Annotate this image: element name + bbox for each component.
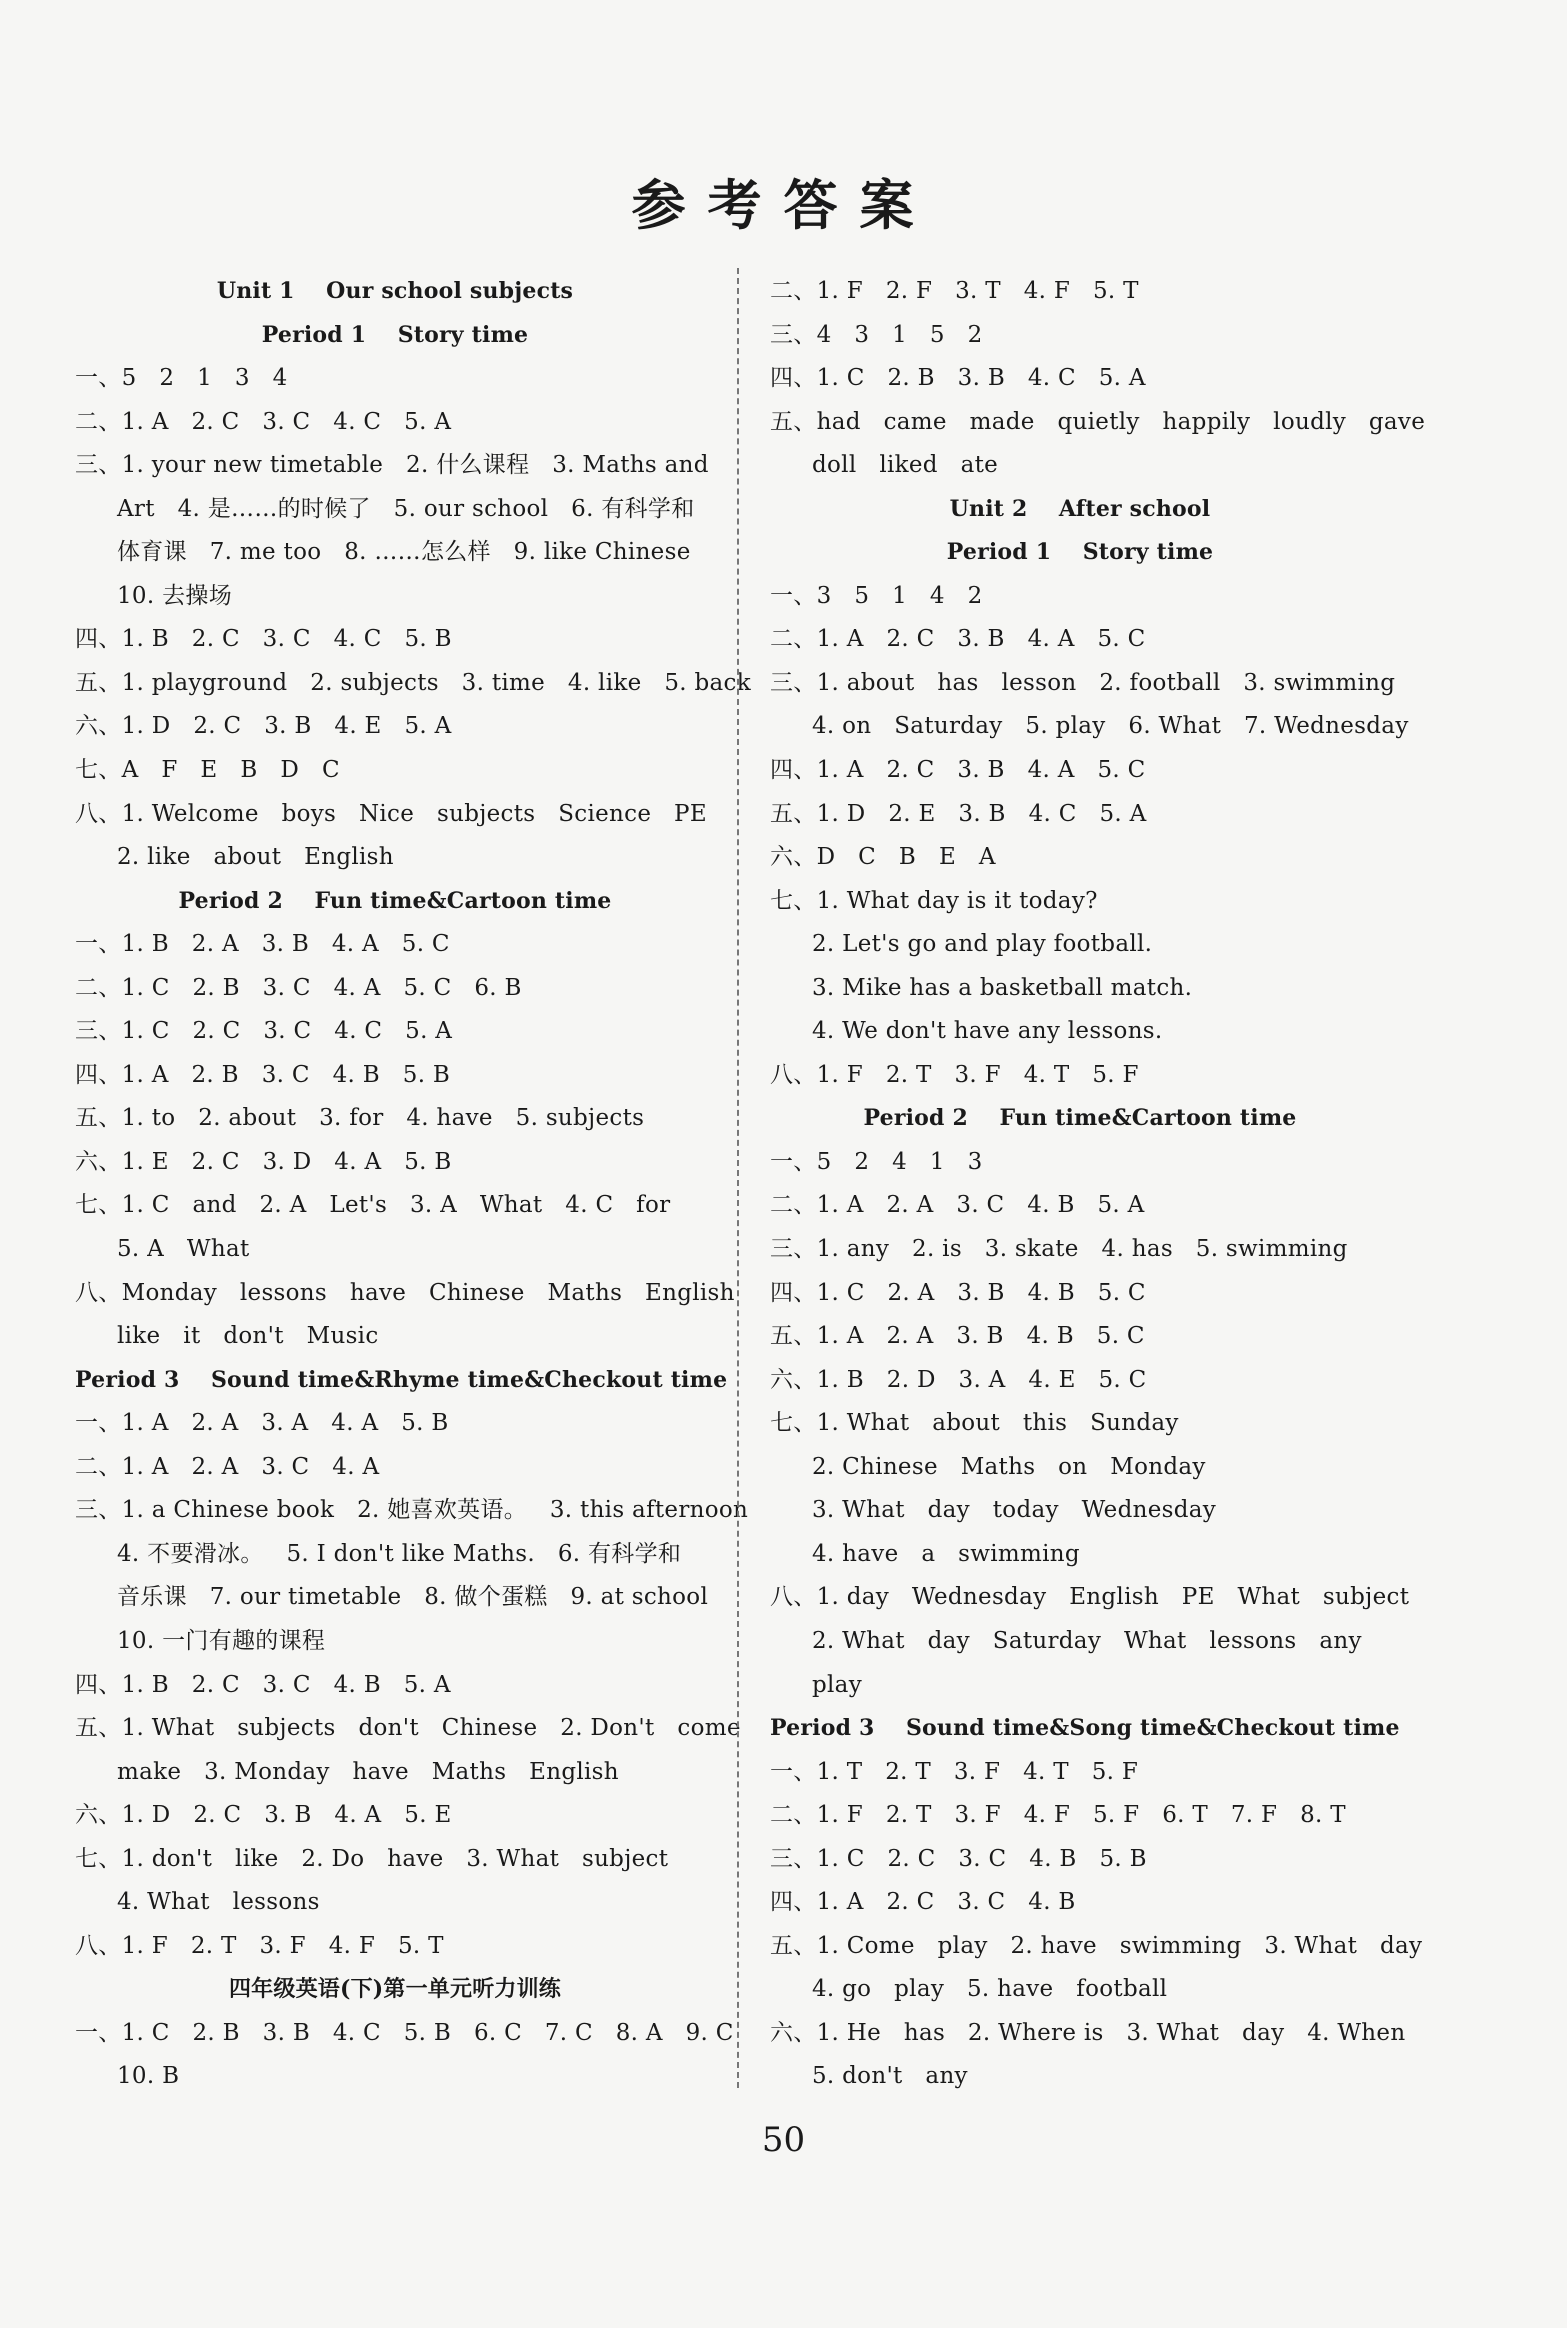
answer-column-left	[75, 270, 751, 2099]
answer-line: 3. Mike has a basketball match.	[812, 974, 1193, 1001]
section-heading: Period 1 Story time	[946, 539, 1214, 566]
answer-line: 一、3 5 1 4 2	[770, 582, 983, 609]
answer-line: 二、1. F 2. T 3. F 4. F 5. F 6. T 7. F 8. T	[770, 1802, 1346, 1829]
answer-line: 五、had came made quietly happily loudly gave	[770, 408, 1426, 435]
answer-line: 三、1. a Chinese book 2. 她喜欢英语。 3. this afternoon	[75, 1497, 749, 1524]
page-title: 参考答案	[631, 173, 936, 237]
answer-line: 一、1. T 2. T 3. F 4. T 5. F	[770, 1758, 1139, 1785]
answer-line: 八、1. F 2. T 3. F 4. T 5. F	[770, 1061, 1139, 1088]
answer-line: 二、1. A 2. A 3. C 4. A	[75, 1453, 380, 1480]
answer-line: 六、1. E 2. C 3. D 4. A 5. B	[75, 1148, 452, 1175]
answer-line: 七、1. What day is it today?	[770, 887, 1098, 914]
answer-line: 体育课 7. me too 8. ……怎么样 9. like Chinese	[117, 539, 691, 566]
answer-line: 四、1. C 2. B 3. B 4. C 5. A	[770, 365, 1146, 392]
answer-line: like it don't Music	[117, 1323, 379, 1350]
answer-line: 音乐课 7. our timetable 8. 做个蛋糕 9. at school	[117, 1584, 709, 1611]
answer-line: 八、1. F 2. T 3. F 4. F 5. T	[75, 1932, 444, 1959]
answer-line: 4. We don't have any lessons.	[812, 1018, 1163, 1045]
section-heading: Period 1 Story time	[261, 321, 529, 348]
section-heading: 四年级英语(下)第一单元听力训练	[228, 1976, 562, 2003]
answer-line: 一、1. A 2. A 3. A 4. A 5. B	[75, 1410, 449, 1437]
answer-line: 四、1. C 2. A 3. B 4. B 5. C	[770, 1279, 1146, 1306]
page-number: 50	[761, 2120, 806, 2160]
answer-column-right	[770, 270, 1426, 2099]
answer-line: 4. go play 5. have football	[812, 1976, 1168, 2003]
section-heading: Period 2 Fun time&Cartoon time	[178, 887, 612, 914]
answer-line: 七、1. C and 2. A Let's 3. A What 4. C for	[75, 1192, 671, 1219]
answer-line: 五、1. to 2. about 3. for 4. have 5. subjects	[75, 1105, 645, 1132]
answer-line: 三、4 3 1 5 2	[770, 321, 983, 348]
answer-line: 七、1. What about this Sunday	[770, 1410, 1179, 1437]
answer-line: 10. 一门有趣的课程	[117, 1627, 326, 1654]
answer-line: 10. 去操场	[117, 582, 232, 609]
answer-line: 八、1. day Wednesday English PE What subject	[770, 1584, 1410, 1611]
answer-line: 二、1. C 2. B 3. C 4. A 5. C 6. B	[75, 974, 522, 1001]
answer-line: 六、1. D 2. C 3. B 4. A 5. E	[75, 1802, 452, 1829]
answer-line: 一、5 2 1 3 4	[75, 365, 288, 392]
answer-line: 八、Monday lessons have Chinese Maths English	[75, 1279, 735, 1306]
section-heading: Period 2 Fun time&Cartoon time	[863, 1105, 1297, 1132]
answer-line: doll liked ate	[812, 452, 999, 479]
answer-line: 六、1. B 2. D 3. A 4. E 5. C	[770, 1366, 1147, 1393]
answer-line: 2. like about English	[117, 844, 394, 871]
answer-line: 八、1. Welcome boys Nice subjects Science PE	[75, 800, 707, 827]
answer-line: 二、1. A 2. C 3. C 4. C 5. A	[75, 408, 452, 435]
answer-line: 2. Let's go and play football.	[812, 931, 1153, 958]
answer-line: 四、1. A 2. B 3. C 4. B 5. B	[75, 1061, 451, 1088]
answer-line: 2. Chinese Maths on Monday	[812, 1453, 1206, 1480]
answer-line: 4. on Saturday 5. play 6. What 7. Wednesday	[812, 713, 1409, 740]
answer-line: play	[812, 1671, 862, 1698]
answer-line: 4. 不要滑冰。 5. I don't like Maths. 6. 有科学和	[117, 1540, 682, 1567]
answer-line: 10. B	[117, 2063, 180, 2090]
section-heading: Period 3 Sound time&Rhyme time&Checkout time	[75, 1366, 728, 1393]
answer-line: 六、1. He has 2. Where is 3. What day 4. When	[770, 2019, 1406, 2046]
answer-line: 三、1. C 2. C 3. C 4. C 5. A	[75, 1018, 453, 1045]
answer-line: 五、1. playground 2. subjects 3. time 4. like 5. back	[75, 669, 751, 696]
answer-line: 三、1. any 2. is 3. skate 4. has 5. swimming	[770, 1236, 1348, 1263]
answer-line: 4. What lessons	[117, 1889, 320, 1916]
answer-line: 二、1. A 2. A 3. C 4. B 5. A	[770, 1192, 1145, 1219]
answer-line: 六、D C B E A	[770, 844, 996, 871]
answer-line: 一、1. C 2. B 3. B 4. C 5. B 6. C 7. C 8. A 9. C	[75, 2019, 734, 2046]
answer-line: 三、1. C 2. C 3. C 4. B 5. B	[770, 1845, 1147, 1872]
answer-line: 5. don't any	[812, 2063, 968, 2090]
section-heading: Unit 2 After school	[949, 495, 1211, 522]
answer-line: 五、1. A 2. A 3. B 4. B 5. C	[770, 1323, 1145, 1350]
answer-line: 2. What day Saturday What lessons any	[812, 1627, 1362, 1654]
answer-line: 五、1. Come play 2. have swimming 3. What day	[770, 1932, 1423, 1959]
answer-line: 二、1. A 2. C 3. B 4. A 5. C	[770, 626, 1146, 653]
section-heading: Period 3 Sound time&Song time&Checkout time	[770, 1715, 1400, 1742]
answer-line: 5. A What	[117, 1236, 250, 1263]
answer-line: 六、1. D 2. C 3. B 4. E 5. A	[75, 713, 452, 740]
answer-line: 一、1. B 2. A 3. B 4. A 5. C	[75, 931, 450, 958]
column-divider	[737, 268, 739, 2088]
answer-line: 四、1. B 2. C 3. C 4. C 5. B	[75, 626, 452, 653]
answer-line: 五、1. What subjects don't Chinese 2. Don't come	[75, 1715, 741, 1742]
answer-line: 四、1. A 2. C 3. C 4. B	[770, 1889, 1076, 1916]
answer-line: 五、1. D 2. E 3. B 4. C 5. A	[770, 800, 1147, 827]
answer-line: 一、5 2 4 1 3	[770, 1148, 983, 1175]
answer-line: 3. What day today Wednesday	[812, 1497, 1217, 1524]
section-heading: Unit 1 Our school subjects	[216, 278, 574, 304]
answer-line: 四、1. B 2. C 3. C 4. B 5. A	[75, 1671, 451, 1698]
answer-line: 七、A F E B D C	[75, 757, 340, 784]
answer-line: 三、1. about has lesson 2. football 3. swimming	[770, 669, 1396, 696]
answer-line: Art 4. 是……的时候了 5. our school 6. 有科学和	[117, 495, 695, 522]
answer-line: 三、1. your new timetable 2. 什么课程 3. Maths and	[75, 452, 709, 479]
answer-line: 4. have a swimming	[812, 1540, 1080, 1567]
answer-line: 四、1. A 2. C 3. B 4. A 5. C	[770, 757, 1146, 784]
answer-line: 二、1. F 2. F 3. T 4. F 5. T	[770, 278, 1139, 304]
answer-line: 七、1. don't like 2. Do have 3. What subject	[75, 1845, 669, 1872]
answer-line: make 3. Monday have Maths English	[117, 1758, 619, 1785]
